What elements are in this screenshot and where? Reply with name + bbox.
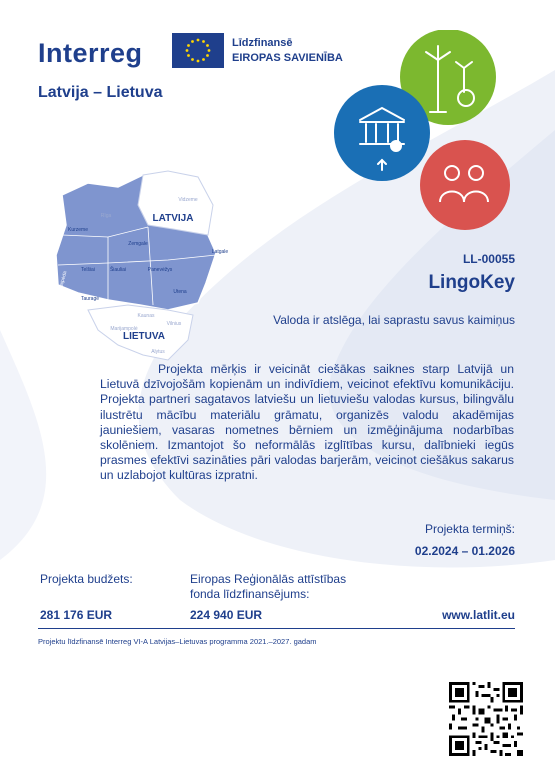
map-region-klaipeda: Klaipėda xyxy=(57,270,69,291)
map-region-marijampole: Marijampolė xyxy=(110,326,138,332)
term-label: Projekta termiņš: xyxy=(424,522,515,536)
project-description: Projekta mērķis ir veicināt ciešākas saiknes starp Latvijā un Lietuvā dzīvojošām kopienām un indivīdiem, veicinot efektīvu komunikāciju. Projekta partneri sagatavos latviešu un lietuviešu valodas kursus, bilingvālu ilustrētu mācību materiālu grāmatu, organizēs valodu akadēmijas jauniešiem, vasaras nometnes bērniem un izmēģinājuma nodarbības skolēniem. Izmantojot šo neformālās izglītības kursu, dalībnieki iegūs prasmes efektīvi sazināties pāri valodas barjerām, veicinot ciešākus sakarus un uzlabojot kultūras izpratni. xyxy=(100,362,514,483)
region-map xyxy=(48,165,238,365)
map-region-panevezys: Panevėžys xyxy=(147,267,173,273)
people-icon xyxy=(420,140,510,230)
eu-flag-icon xyxy=(172,33,224,68)
map-region-utena: Utena xyxy=(173,289,187,295)
term-value: 02.2024 – 01.2026 xyxy=(414,544,515,558)
map-region-zemgale: Zemgale xyxy=(128,241,148,247)
education-building-icon xyxy=(334,85,430,181)
erdf-value: 224 940 EUR xyxy=(190,608,263,622)
divider xyxy=(38,628,515,629)
map-region-taurage: Tauragė xyxy=(80,296,100,302)
budget-label: Projekta budžets: xyxy=(40,572,133,586)
project-name: LingoKey xyxy=(428,272,515,293)
map-region-telsiai: Telšiai xyxy=(81,267,95,273)
programme-region-title: Latvija – Lietuva xyxy=(38,84,163,101)
map-region-vidzeme: Vidzeme xyxy=(178,197,198,203)
qr-code[interactable] xyxy=(449,682,523,756)
map-region-siauliai: Šiauliai xyxy=(109,267,127,273)
map-region-vilnius: Vilnius xyxy=(166,321,182,327)
eu-name-text: EIROPAS SAVIENĪBA xyxy=(232,52,343,64)
footer-note: Projektu līdzfinansē Interreg VI-A Latvijas–Lietuvas programma 2021.–2027. gadam xyxy=(38,637,317,646)
project-code: LL-00055 xyxy=(462,252,515,266)
map-country-latvija: LATVIJA xyxy=(152,213,194,224)
cofund-text: Līdzfinansē xyxy=(232,37,293,49)
map-region-riga: Rīga xyxy=(100,213,112,219)
project-slogan: Valoda ir atslēga, lai saprastu savus kaimiņus xyxy=(273,313,515,327)
website-link[interactable]: www.latlit.eu xyxy=(442,608,515,622)
erdf-label: Eiropas Reģionālās attīstības fonda līdzfinansējums: xyxy=(190,572,347,601)
map-region-alytus: Alytus xyxy=(151,349,165,355)
budget-value: 281 176 EUR xyxy=(40,608,113,622)
map-country-lietuva: LIETUVA xyxy=(122,331,166,342)
map-region-latgale: Latgale xyxy=(211,249,229,255)
interreg-logo: Interreg xyxy=(38,38,143,68)
theme-circles xyxy=(330,30,530,230)
map-region-kaunas: Kaunas xyxy=(137,313,155,319)
map-region-kurzeme: Kurzeme xyxy=(67,227,89,233)
